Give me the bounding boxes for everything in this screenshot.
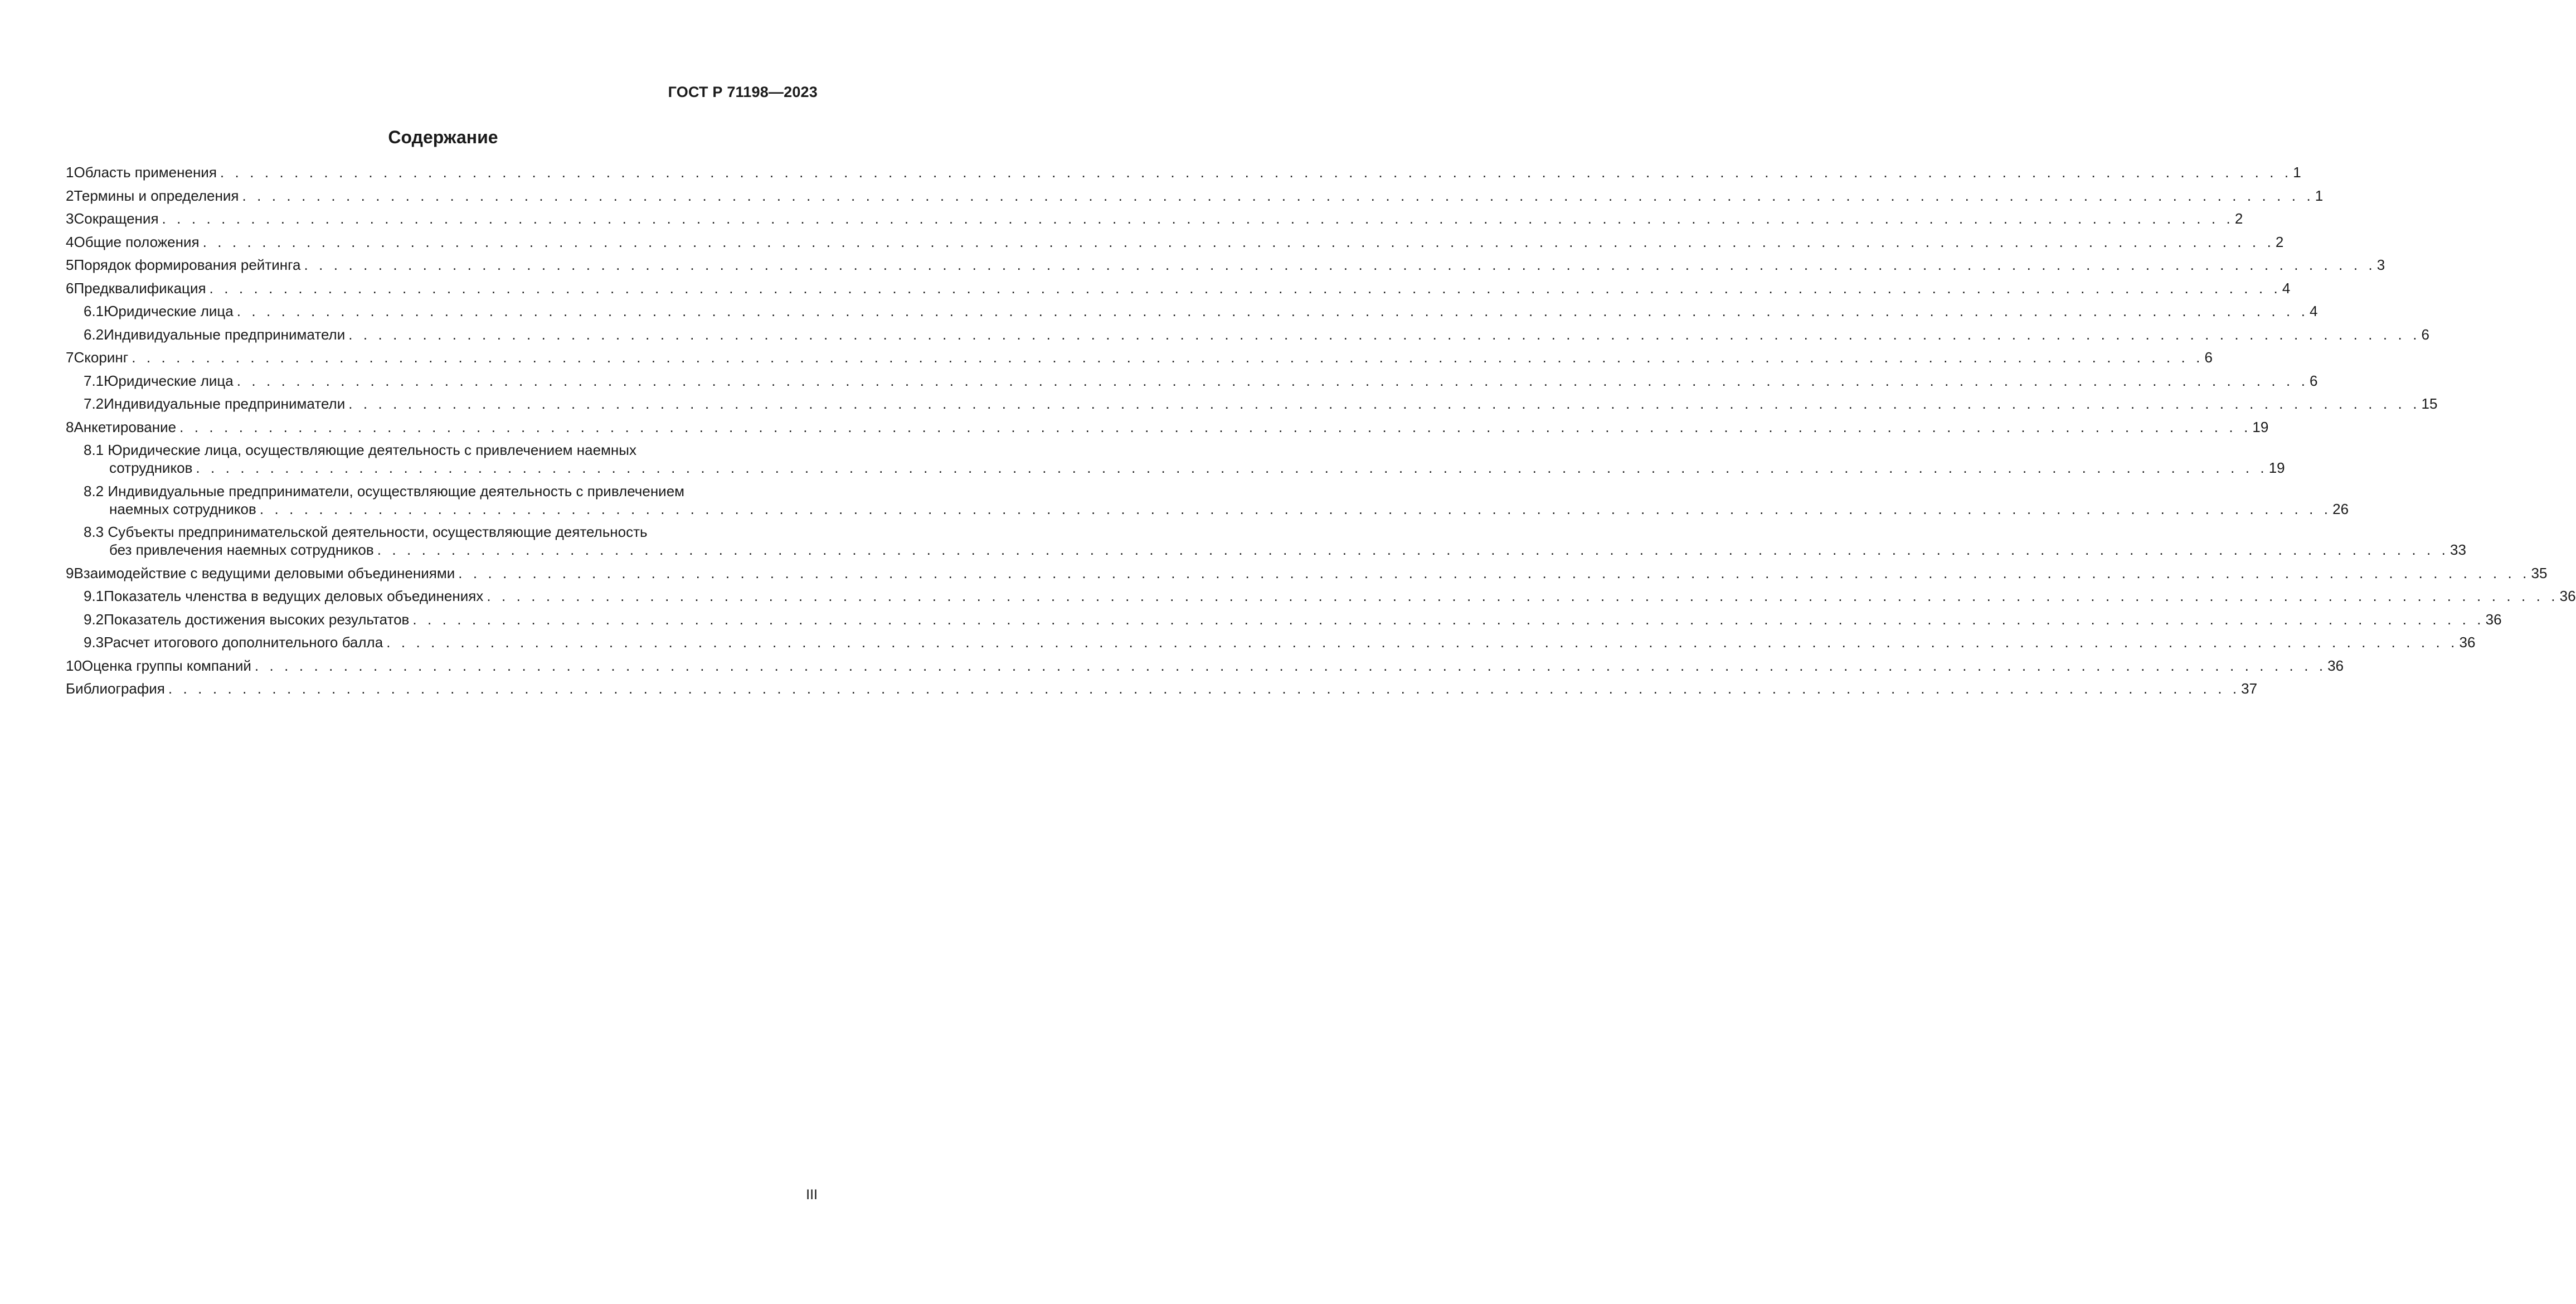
toc-entry-number: 3 [66, 210, 74, 227]
toc-entry-title: Библиография [66, 680, 165, 697]
toc-leader-dots [412, 610, 2484, 628]
toc-leader-dots [260, 501, 2331, 517]
toc-entry[interactable] [66, 210, 2243, 227]
toc-entry-number: 8.2 [84, 482, 104, 500]
toc-entry[interactable] [66, 163, 2301, 181]
toc-entry[interactable] [66, 482, 2349, 518]
toc-entry-title: Предквалификация [74, 279, 206, 297]
toc-entry-title: Термины и определения [74, 187, 239, 204]
toc-entry-number: 4 [66, 233, 74, 250]
toc-entry-number: 7.1 [84, 372, 104, 389]
toc-entry[interactable] [66, 233, 2284, 251]
toc-entry-number: 2 [66, 187, 74, 204]
toc-entry-page: 37 [2241, 680, 2258, 697]
toc-entry-page: 36 [2485, 610, 2502, 628]
toc-leader-dots [210, 279, 2281, 297]
toc-entry-page: 6 [2204, 349, 2213, 366]
toc-entry-page: 2 [2275, 233, 2284, 250]
toc-entry-page: 36 [2459, 634, 2476, 651]
toc-entry[interactable] [66, 372, 2318, 390]
toc-entry-page: 3 [2376, 256, 2385, 273]
toc-entry-number: 9.2 [84, 610, 104, 628]
toc-entry-page: 36 [2559, 588, 2576, 604]
toc-leader-dots [132, 348, 2203, 366]
toc-leader-dots [168, 680, 2240, 697]
toc-leader-dots [162, 210, 2234, 227]
toc-leader-dots [255, 657, 2326, 675]
toc-entry-title: Субъекты предпринимательской деятельности, осуществляющие деятельность [108, 523, 648, 540]
toc-entry-page: 15 [2421, 395, 2438, 412]
toc-entry-page: 4 [2310, 303, 2318, 319]
toc-leader-dots [348, 326, 2420, 343]
toc-entry-number: 9 [66, 564, 74, 581]
toc-leader-dots [196, 459, 2267, 476]
toc-entry-title: Область применения [74, 164, 217, 181]
toc-entry-title: Индивидуальные предприниматели, осуществляющие деятельность с привлечением [108, 482, 685, 500]
toc-entry-title: Скоринг [74, 349, 129, 366]
toc-entry-number: 9.3 [84, 634, 104, 651]
toc-entry-page: 36 [2327, 657, 2344, 674]
toc-entry[interactable] [66, 279, 2291, 297]
page-number: III [806, 1187, 818, 1203]
toc-entry-page: 4 [2282, 279, 2291, 297]
toc-entry-page: 6 [2310, 372, 2318, 389]
toc-entry-number: 8 [66, 418, 74, 435]
toc-entry-page: 33 [2449, 541, 2466, 558]
toc-leader-dots [304, 256, 2376, 274]
toc-entry[interactable] [66, 395, 2438, 413]
toc-entry-page: 1 [2293, 164, 2301, 181]
toc-leader-dots [386, 633, 2458, 651]
toc-entry-title: Анкетирование [74, 418, 177, 435]
table-of-contents [66, 163, 2576, 703]
toc-leader-dots [237, 372, 2308, 390]
toc-entry[interactable] [66, 680, 2258, 697]
toc-entry[interactable] [66, 564, 2548, 582]
toc-entry[interactable] [66, 441, 2285, 477]
toc-entry-number: 6.1 [84, 303, 104, 319]
toc-entry[interactable] [66, 587, 2576, 605]
toc-entry-number: 1 [66, 164, 74, 181]
toc-leader-dots [220, 163, 2292, 181]
toc-entry-title-continued: без привлечения наемных сотрудников [109, 541, 374, 558]
toc-entry-title-continued: сотрудников [109, 459, 193, 476]
toc-entry-page: 35 [2531, 564, 2548, 581]
toc-entry-number: 8.3 [84, 523, 104, 540]
toc-entry-page: 26 [2332, 500, 2349, 517]
toc-leader-dots [179, 418, 2251, 436]
toc-entry[interactable] [66, 348, 2213, 366]
toc-entry-page: 19 [2252, 418, 2269, 435]
toc-entry[interactable] [66, 610, 2502, 628]
toc-entry-title: Порядок формирования рейтинга [74, 256, 301, 273]
toc-entry[interactable] [66, 256, 2385, 274]
toc-leader-dots [458, 564, 2530, 582]
toc-entry-page: 1 [2315, 187, 2324, 204]
toc-entry-title: Взаимодействие с ведущими деловыми объединениями [74, 564, 455, 581]
toc-entry[interactable] [66, 657, 2344, 675]
toc-entry-title: Показатель достижения высоких результатов [104, 610, 410, 628]
toc-entry[interactable] [66, 523, 2466, 559]
toc-entry-number: 10 [66, 657, 82, 674]
toc-leader-dots [237, 302, 2308, 320]
toc-entry-number: 7 [66, 349, 74, 366]
toc-entry-title: Юридические лица [104, 372, 234, 389]
toc-entry-number: 5 [66, 256, 74, 273]
toc-leader-dots [377, 541, 2449, 558]
toc-entry-number: 6.2 [84, 326, 104, 343]
toc-entry-title: Оценка группы компаний [81, 657, 251, 674]
toc-leader-dots [487, 587, 2558, 605]
toc-entry[interactable] [66, 187, 2324, 205]
toc-entry-title: Юридические лица, осуществляющие деятельность с привлечением наемных [108, 442, 636, 458]
toc-entry-title: Индивидуальные предприниматели [104, 326, 346, 343]
toc-title: Содержание [388, 127, 498, 147]
toc-entry[interactable] [66, 418, 2269, 436]
toc-entry-title: Юридические лица [104, 303, 234, 319]
toc-entry[interactable] [66, 326, 2429, 343]
toc-entry-number: 6 [66, 279, 74, 297]
toc-entry-page: 19 [2268, 459, 2285, 476]
toc-entry[interactable] [66, 633, 2476, 651]
toc-entry-page: 2 [2234, 210, 2243, 227]
toc-leader-dots [242, 187, 2313, 205]
toc-leader-dots [203, 233, 2274, 251]
toc-leader-dots [348, 395, 2420, 413]
toc-entry-title: Сокращения [74, 210, 159, 227]
toc-entry-title-continued: наемных сотрудников [109, 500, 256, 517]
toc-entry-number: 8.1 [84, 442, 104, 458]
toc-entry-page: 6 [2421, 326, 2429, 343]
toc-entry-number: 9.1 [84, 588, 104, 604]
toc-entry-title: Общие положения [74, 233, 200, 250]
toc-entry[interactable] [66, 302, 2318, 320]
document-code: ГОСТ Р 71198—2023 [668, 84, 818, 100]
toc-entry-title: Показатель членства в ведущих деловых объединениях [104, 588, 484, 604]
toc-entry-title: Расчет итогового дополнительного балла [104, 634, 383, 651]
toc-entry-number: 7.2 [84, 395, 104, 412]
toc-entry-title: Индивидуальные предприниматели [104, 395, 346, 412]
